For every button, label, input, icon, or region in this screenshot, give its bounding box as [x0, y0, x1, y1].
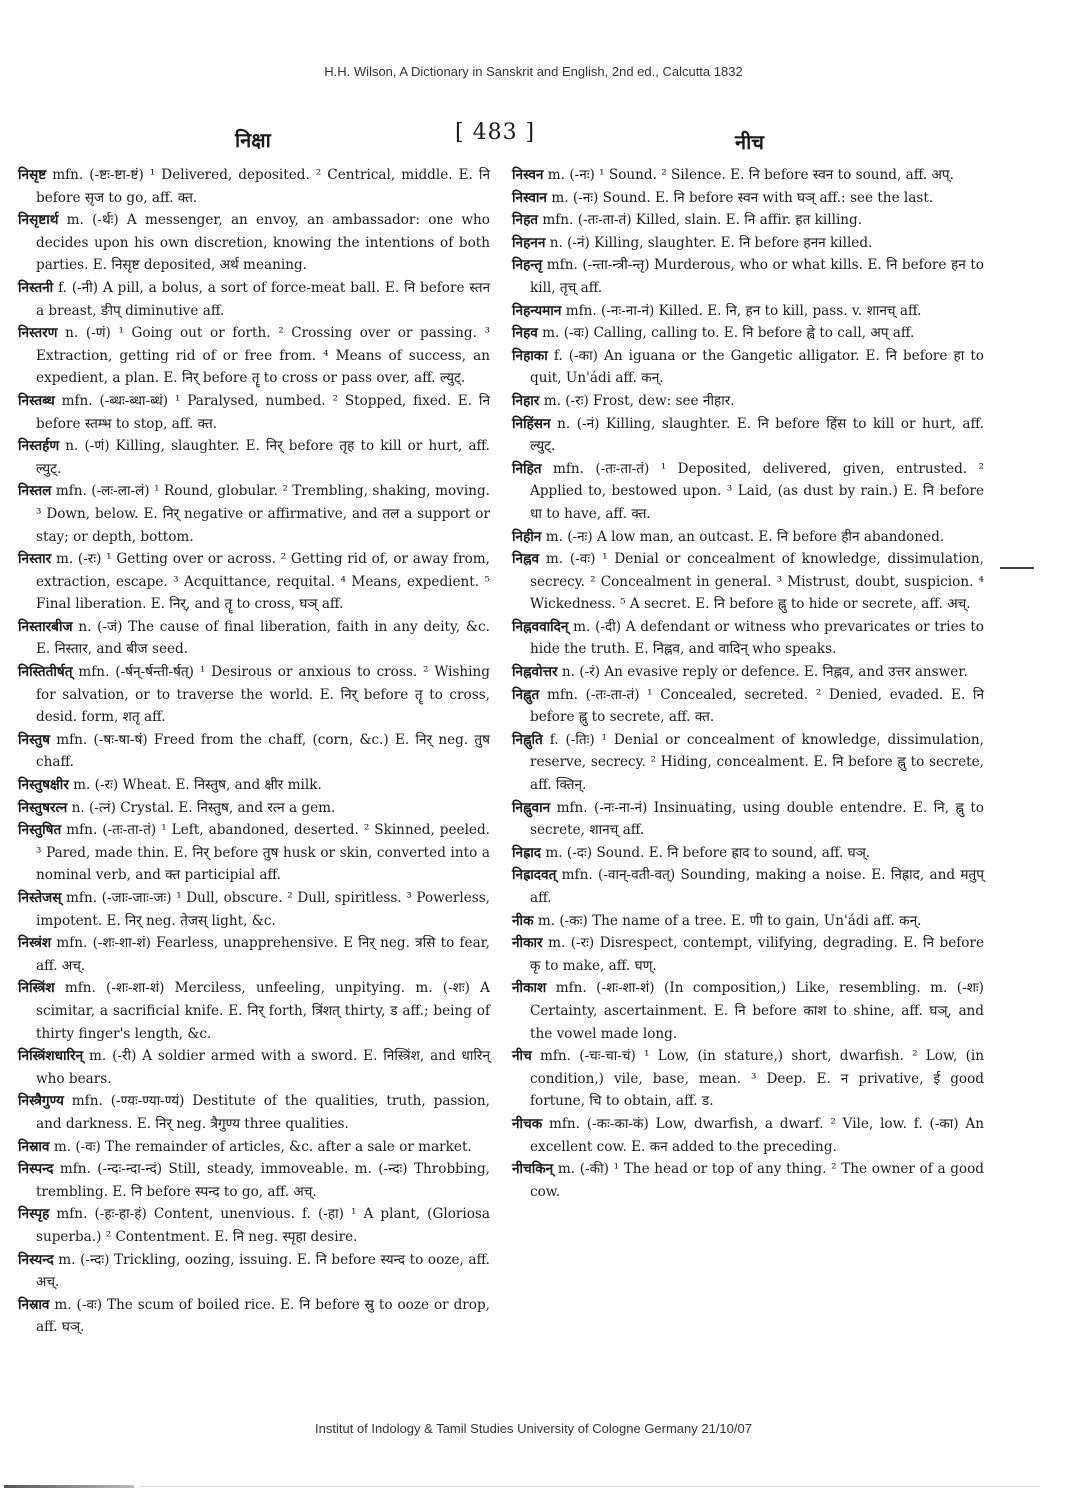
dictionary-entry: [512, 548, 984, 616]
entry-headword: निह्राद: [512, 844, 542, 861]
entry-headword: निहन्तृ: [512, 257, 543, 274]
dictionary-entry: [512, 1113, 984, 1158]
left-column: [18, 164, 490, 1339]
dictionary-entry: [18, 164, 490, 209]
dictionary-entry: [18, 729, 490, 774]
entry-headword: निहित: [512, 460, 542, 477]
entry-headword: निस्यन्द: [18, 1251, 54, 1268]
dictionary-entry: [512, 729, 984, 797]
entry-headword: निहाका: [512, 347, 548, 364]
entry-definition: m. (-न्दः) Trickling, oozing, issuing. E. नि before स्यन्द to ooze, aff. अच्.: [36, 1251, 490, 1291]
entry-definition: f. (-नी) A pill, a bolus, a sort of force-meat ball. E. नि before स्तन a breast, ङीप् diminutive aff.: [36, 279, 490, 319]
dictionary-entry: [512, 300, 984, 323]
entry-definition: mfn. (-शः-शा-शं) (In composition,) Like, resembling. m. (-शः) Certainty, ascertainment. E. नि before काश to shine, aff. घञ्, and the vowel made long.: [530, 980, 984, 1042]
margin-mark: [1000, 567, 1034, 569]
entry-definition: mfn. (-हः-हा-हं) Content, unenvious. f. (-हा) ¹ A plant, (Gloriosa superba.) ² Contentment. E. नि neg. स्पृहा desire.: [36, 1206, 490, 1245]
entry-headword: निहनन: [512, 234, 546, 251]
entry-headword: निस्त्रिंश: [18, 980, 55, 997]
entry-definition: m. (-र्थः) A messenger, an envoy, an ambassador: one who decides upon his own discretion, knowing the intentions of both parties. E. निसृष्ट deposited, अर्थ meaning.: [36, 212, 490, 274]
entry-definition: mfn. (-चः-चा-चं) ¹ Low, (in stature,) short, dwarfish. ² Low, (in condition,) vile, base, mean. ³ Deep. E. न privative, ई good fortune, चि to obtain, aff. ड.: [530, 1048, 984, 1110]
dictionary-entry: [512, 322, 984, 345]
entry-headword: निस्त्रैगुण्य: [18, 1093, 64, 1110]
entry-definition: m. (-की) ¹ The head or top of any thing. ² The owner of a good cow.: [530, 1161, 985, 1200]
footer-credit: Institut of Indology & Tamil Studies University of Cologne Germany 21/10/07: [315, 1421, 752, 1436]
dictionary-entry: [512, 413, 984, 458]
entry-headword: निस्तब्ध: [18, 392, 55, 409]
entry-headword: निस्तुषरत्न: [18, 799, 68, 816]
entry-headword: निहार: [512, 392, 540, 409]
entry-headword: निह्नुति: [512, 731, 543, 748]
entry-definition: m. (-रः) ¹ Getting over or across. ² Getting rid of, or away from, extraction, escape. ³ Acquittance, requital. ⁴ Means, expedient. ⁵ Final liberation. E. निर्, and तॄ to cross, घञ् aff.: [36, 551, 490, 613]
entry-headword: निस्तरण: [18, 325, 58, 342]
entry-headword: निहव: [512, 325, 538, 342]
left-running-headword: निक्षा: [235, 128, 271, 152]
dictionary-entry: [18, 616, 490, 661]
entry-headword: निसृष्ट: [18, 167, 47, 183]
dictionary-entry: [512, 977, 984, 1045]
entry-definition: m. (-री) A soldier armed with a sword. E. निस्त्रिंश, and धारिन् who bears.: [36, 1048, 491, 1087]
entry-definition: m. (-नः) Sound. E. नि before स्वन with घञ् aff.: see the last.: [551, 189, 934, 206]
entry-headword: निस्पृह: [18, 1206, 50, 1223]
dictionary-entry: [512, 232, 984, 255]
dictionary-entry: [512, 526, 984, 549]
entry-definition: f. (-तिः) ¹ Denial or concealment of knowledge, dissimulation, reserve, secrecy. ² Hiding, concealment. E. नि before ह्नु to secrete, aff. क्तिन्.: [530, 731, 984, 794]
dictionary-entry: [18, 1203, 490, 1248]
entry-definition: mfn. (-कः-का-कं) Low, dwarfish, a dwarf. ² Vile, low. f. (-का) An excellent cow. E. कन added to the preceding.: [530, 1115, 985, 1155]
entry-headword: निहत: [512, 212, 539, 229]
entry-headword: नीच: [512, 1048, 532, 1065]
entry-headword: निस्त्रंश: [18, 935, 52, 952]
dictionary-entry: [18, 977, 490, 1045]
dictionary-entry: [18, 661, 490, 729]
dictionary-entry: [512, 209, 984, 232]
entry-definition: mfn. (-र्षन्-र्षन्ती-र्षत्) ¹ Desirous or anxious to cross. ² Wishing for salvation, or to traverse the world. E. निर् before तॄ to cross, desid. form, शतृ aff.: [36, 664, 490, 726]
entry-definition: mfn. (-नः-ना-नं) Insinuating, using double entendre. E. नि, ह्नु to secrete, शानच् aff.: [530, 799, 984, 839]
entry-headword: निहन्यमान: [512, 302, 562, 319]
entry-definition: mfn. (-ब्धः-ब्धा-ब्धं) ¹ Paralysed, numbed. ² Stopped, fixed. E. नि before स्तम्भ to stop, aff. क्त.: [36, 392, 490, 432]
right-column: [512, 164, 984, 1203]
entry-definition: m. (-रः) Disrespect, contempt, vilifying, degrading. E. नि before कृ to make, aff. घण्.: [530, 935, 985, 974]
dictionary-entry: [512, 345, 984, 390]
entry-definition: m. (-रः) Wheat. E. निस्तुष, and क्षीर milk.: [73, 777, 322, 794]
entry-definition: mfn. (-ष्टः-ष्टा-ष्टं) ¹ Delivered, deposited. ² Centrical, middle. E. नि before सृज to go, aff. क्त.: [36, 167, 490, 206]
entry-headword: निस्वन: [512, 167, 544, 183]
dictionary-entry: [18, 390, 490, 435]
entry-definition: mfn. (-वान्-वती-वत्) Sounding, making a noise. E. निह्राद, and मतुप् aff.: [530, 867, 984, 906]
dictionary-entry: [18, 1045, 490, 1090]
entry-definition: n. (-नं) Killing, slaughter. E. नि before हनन killed.: [549, 234, 873, 251]
entry-definition: n. (-नं) Killing, slaughter. E. नि before हिंस to kill or hurt, aff. ल्युट्.: [530, 415, 984, 455]
dictionary-entry: [18, 277, 490, 322]
dictionary-entry: [18, 480, 490, 548]
entry-headword: निह्नववादिन्: [512, 618, 569, 635]
dictionary-entry: [18, 932, 490, 977]
entry-definition: f. (-का) An iguana or the Gangetic alligator. E. नि before हा to quit, Un'ádi aff. कन्.: [530, 347, 984, 387]
entry-headword: निस्वान: [512, 189, 547, 206]
entry-definition: m. (-नः) ¹ Sound. ² Silence. E. नि before स्वन to sound, aff. अप्.: [547, 167, 954, 183]
entry-headword: निस्राव: [18, 1138, 50, 1155]
right-running-headword: नीच: [735, 130, 764, 154]
dictionary-entry: [512, 684, 984, 729]
entry-definition: m. (-रः) Frost, dew: see नीहार.: [543, 392, 735, 409]
entry-headword: निस्तनी: [18, 279, 54, 296]
dictionary-entry: [512, 661, 984, 684]
dictionary-entry: [18, 819, 490, 887]
entry-definition: n. (-णं) ¹ Going out or forth. ² Crossing over or passing. ³ Extraction, getting rid of or free from. ⁴ Means of success, an expedient, a plan. E. निर् before तॄ to cross or pass over, aff. ल्युट्.: [36, 325, 490, 387]
entry-definition: m. (-वः) ¹ Denial or concealment of knowledge, dissimulation, secrecy. ² Concealment in general. ³ Mistrust, doubt, suspicion. ⁴ Wickedness. ⁵ A secret. E. नि before ह्नु to hide or secrete, aff. अच्.: [530, 551, 984, 613]
page-number: [ 483 ]: [455, 120, 536, 145]
dictionary-entry: [512, 390, 984, 413]
entry-headword: निस्तुषक्षीर: [18, 777, 69, 794]
entry-headword: निस्पन्द: [18, 1161, 54, 1178]
dictionary-entry: [18, 548, 490, 616]
entry-headword: निहिंसन: [512, 415, 551, 432]
entry-headword: निह्नुवान: [512, 799, 551, 816]
entry-headword: निस्त्रिंशधारिन्: [18, 1048, 84, 1065]
entry-headword: निस्तेजस्: [18, 890, 62, 906]
entry-headword: निह्नव: [512, 551, 540, 568]
dictionary-entry: [512, 842, 984, 865]
entry-definition: mfn. (-तः-ता-तं) ¹ Left, abandoned, deserted. ² Skinned, peeled. ³ Pared, made thin. E. निर् before तुष husk or skin, converted into a nominal verb, and क्त participial aff.: [36, 822, 490, 884]
dictionary-entry: [18, 209, 490, 277]
dictionary-entry: [512, 254, 984, 299]
dictionary-entry: [18, 1158, 490, 1203]
entry-definition: mfn. (-जाः-जाः-जः) ¹ Dull, obscure. ² Dull, spiritless. ³ Powerless, impotent. E. निर् neg. तेजस् light, &c.: [36, 890, 491, 929]
dictionary-entry: [18, 797, 490, 820]
dictionary-entry: [18, 1090, 490, 1135]
entry-headword: निह्नुत: [512, 686, 540, 703]
entry-headword: निस्तुषित: [18, 822, 62, 839]
page-header: [30, 120, 1037, 160]
dictionary-entry: [512, 187, 984, 210]
dictionary-entry: [512, 864, 984, 909]
entry-headword: निस्राव: [18, 1296, 50, 1313]
entry-headword: निसृष्टार्थ: [18, 212, 59, 229]
entry-definition: mfn. (-नः-ना-नं) Killed. E. नि, हन to kill, pass. v. शानच् aff.: [565, 302, 922, 319]
entry-definition: n. (-णं) Killing, slaughter. E. निर् before तृह to kill or hurt, aff. ल्युट्.: [36, 438, 490, 477]
dictionary-entry: [18, 1136, 490, 1159]
dictionary-entry: [512, 1045, 984, 1113]
dictionary-entry: [512, 797, 984, 842]
entry-definition: m. (-वः) The remainder of articles, &c. after a sale or market.: [53, 1138, 472, 1155]
entry-definition: mfn. (-ण्यः-ण्या-ण्यं) Destitute of the qualities, truth, passion, and darkness. E. निर् neg. त्रैगुण्य three qualities.: [36, 1093, 490, 1132]
dictionary-entry: [512, 1158, 984, 1203]
entry-definition: mfn. (-षः-षा-षं) Freed from the chaff, (corn, &c.) E. निर् neg. तुष chaff.: [36, 731, 490, 771]
dictionary-entry: [512, 616, 984, 661]
entry-headword: नीचकिन्: [512, 1161, 554, 1178]
dictionary-entry: [512, 458, 984, 526]
entry-headword: नीकाश: [512, 980, 547, 997]
entry-headword: नीचक: [512, 1115, 543, 1132]
entry-definition: mfn. (-तः-ता-तं) ¹ Concealed, secreted. ² Denied, evaded. E. नि before ह्नु to secrete, aff. क्त.: [530, 686, 984, 726]
dictionary-entry: [18, 322, 490, 390]
entry-definition: n. (-त्नं) Crystal. E. निस्तुष, and रत्न a gem.: [71, 799, 336, 816]
entry-definition: mfn. (-शः-शा-शं) Merciless, unfeeling, unpitying. m. (-शः) A scimitar, a sacrificial knife. E. निर् forth, त्रिंशत् thirty, ड aff.; being of thirty finger's length, &c.: [36, 980, 490, 1042]
entry-headword: निस्तार: [18, 551, 52, 568]
entry-headword: निह्नवोत्तर: [512, 664, 558, 681]
entry-definition: m. (-दः) Sound. E. नि before ह्राद to sound, aff. घञ्.: [545, 844, 871, 861]
entry-headword: निहीन: [512, 528, 542, 545]
dictionary-entry: [512, 910, 984, 933]
entry-definition: n. (-जं) The cause of final liberation, faith in any deity, &c. E. निस्तार, and बीज seed.: [36, 618, 490, 658]
dictionary-entry: [512, 932, 984, 977]
scan-artifact: [4, 1485, 134, 1488]
entry-definition: mfn. (-न्ता-न्त्री-न्तृ) Murderous, who or what kills. E. नि before हन to kill, तृच् aff.: [530, 257, 984, 296]
entry-definition: m. (-नः) A low man, an outcast. E. नि before हीन abandoned.: [545, 528, 945, 545]
scan-artifact-line: [140, 1486, 1040, 1487]
entry-headword: निह्रादवत्: [512, 867, 557, 884]
entry-definition: m. (-कः) The name of a tree. E. णी to gain, Un'ádi aff. कन्.: [537, 912, 922, 929]
dictionary-entry: [512, 164, 984, 187]
entry-headword: निस्तारबीज: [18, 618, 73, 635]
entry-definition: mfn. (-तः-ता-तं) Killed, slain. E. नि affir. हत killing.: [542, 212, 863, 229]
dictionary-entry: [18, 1249, 490, 1294]
entry-headword: निस्तुष: [18, 731, 50, 748]
entry-headword: नीकार: [512, 935, 543, 952]
entry-definition: n. (-रं) An evasive reply or defence. E. निह्नव, and उत्तर answer.: [561, 664, 968, 681]
entry-definition: m. (-दी) A defendant or witness who prevaricates or tries to hide the truth. E. निह्नव, and वादिन् who speaks.: [530, 618, 984, 658]
entry-definition: mfn. (-तः-ता-तं) ¹ Deposited, delivered, given, entrusted. ² Applied to, bestowed upon. ³ Laid, (as dust by rain.) E. नि before धा to have, aff. क्त.: [530, 460, 984, 522]
entry-definition: m. (-वः) Calling, calling to. E. नि before ह्वे to call, अप् aff.: [542, 325, 915, 342]
entry-headword: निस्तितीर्षत्: [18, 664, 73, 681]
entry-definition: mfn. (-शः-शा-शं) Fearless, unapprehensive. E निर् neg. त्रसि to fear, aff. अच्.: [36, 935, 490, 974]
dictionary-entry: [18, 774, 490, 797]
entry-definition: mfn. (-लः-ला-लं) ¹ Round, globular. ² Trembling, shaking, moving. ³ Down, below. E. निर् negative or affirmative, and तल a support or stay; or depth, bottom.: [36, 483, 490, 545]
dictionary-entry: [18, 887, 490, 932]
dictionary-entry: [18, 435, 490, 480]
entry-definition: m. (-वः) The scum of boiled rice. E. नि before स्रु to ooze or drop, aff. घञ्.: [36, 1296, 490, 1336]
entry-definition: mfn. (-न्दः-न्दा-न्दं) Still, steady, immoveable. m. (-न्दः) Throbbing, trembling. E. नि before स्पन्द to go, aff. अच्.: [36, 1161, 490, 1200]
dictionary-entry: [18, 1294, 490, 1339]
entry-headword: निस्तर्हण: [18, 438, 60, 455]
entry-headword: नीक: [512, 912, 534, 929]
source-citation: H.H. Wilson, A Dictionary in Sanskrit and English, 2nd ed., Calcutta 1832: [324, 64, 743, 79]
entry-headword: निस्तल: [18, 483, 52, 500]
